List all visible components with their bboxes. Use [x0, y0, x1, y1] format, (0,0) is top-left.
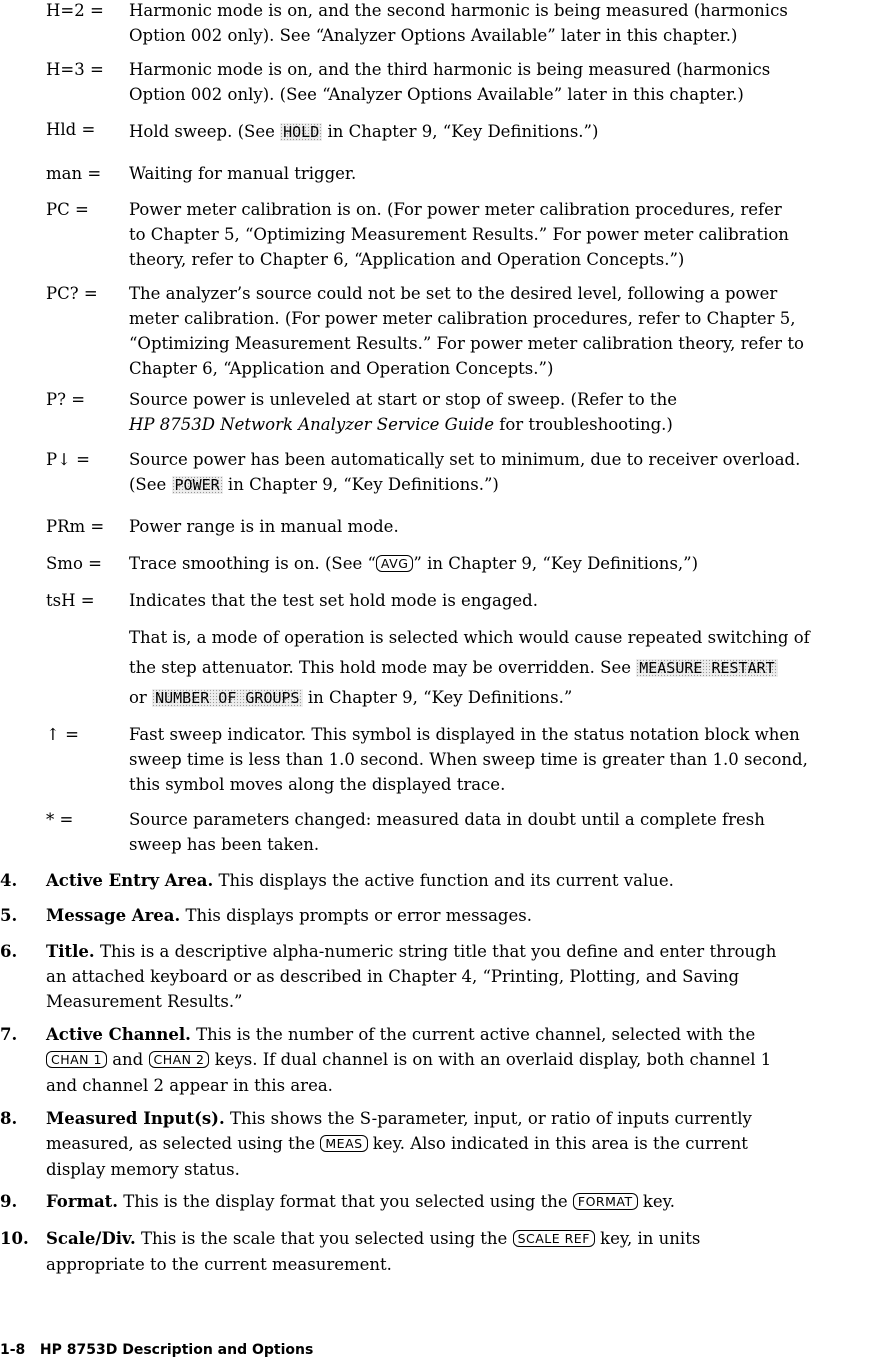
hardkey-label: AVG	[376, 555, 414, 572]
text-run: The analyzer’s source could not be set to the desired level, following a power	[129, 284, 778, 303]
text-run: for troubleshooting.)	[494, 415, 673, 434]
softkey-label: MEASURE RESTART	[636, 659, 777, 677]
text-run: That is, a mode of operation is selected which would cause repeated switching of	[129, 628, 810, 647]
text-run: This is the number of the current active channel, selected with the	[196, 1025, 756, 1044]
text-run: (See	[129, 475, 172, 494]
text-line	[129, 306, 893, 331]
item-body	[46, 868, 886, 893]
text-line	[129, 623, 893, 653]
item-number: 7.	[0, 1025, 18, 1044]
text-line	[46, 1157, 886, 1182]
text-run: Source power is unleveled at start or stop of sweep. (Refer to the	[129, 390, 677, 409]
text-line	[46, 1106, 886, 1131]
item-title: Measured Input(s).	[46, 1109, 225, 1128]
text-line	[129, 832, 893, 857]
text-line	[129, 447, 893, 472]
text-run: this symbol moves along the displayed trace.	[129, 775, 506, 794]
text-run: Source power has been automatically set to minimum, due to receiver overload.	[129, 450, 801, 469]
text-line	[129, 119, 893, 145]
def-term: * =	[46, 810, 74, 829]
text-run: the step attenuator. This hold mode may be overridden. See	[129, 658, 637, 677]
def-term: PRm =	[46, 517, 105, 536]
def-term: tsH =	[46, 591, 95, 610]
text-run: in Chapter 9, “Key Definitions.”)	[322, 122, 599, 141]
def-desc	[129, 514, 893, 539]
text-line	[129, 653, 893, 683]
text-line	[129, 772, 893, 797]
text-line	[46, 1189, 886, 1215]
text-line	[46, 1131, 886, 1157]
def-desc	[129, 551, 893, 577]
text-line	[46, 1226, 886, 1252]
softkey-label: POWER	[172, 476, 223, 494]
item-body	[46, 903, 886, 928]
text-run: This is the display format that you selected using the	[123, 1192, 573, 1211]
text-line	[129, 551, 893, 577]
item-body	[46, 1106, 886, 1182]
item-number: 6.	[0, 942, 18, 961]
text-line	[129, 747, 893, 772]
def-term: Hld =	[46, 120, 96, 139]
text-run: Indicates that the test set hold mode is engaged.	[129, 591, 538, 610]
text-run: Power meter calibration is on. (For power meter calibration procedures, refer	[129, 200, 782, 219]
text-run: key.	[637, 1192, 675, 1211]
text-line	[129, 57, 893, 82]
text-run: or	[129, 688, 153, 707]
def-desc	[129, 807, 893, 857]
def-term: P? =	[46, 390, 86, 409]
text-run: Harmonic mode is on, and the third harmonic is being measured (harmonics	[129, 60, 771, 79]
text-run: key, in units	[594, 1229, 701, 1248]
text-run: keys. If dual channel is on with an overlaid display, both channel 1	[209, 1050, 772, 1069]
text-run: key. Also indicated in this area is the current	[367, 1134, 748, 1153]
text-run: Power range is in manual mode.	[129, 517, 399, 536]
text-line	[129, 588, 893, 613]
text-run: appropriate to the current measurement.	[46, 1255, 392, 1274]
text-run: Option 002 only). See “Analyzer Options Available” later in this chapter.)	[129, 26, 738, 45]
def-desc	[129, 281, 893, 381]
item-body	[46, 1189, 886, 1215]
text-run: Waiting for manual trigger.	[129, 164, 357, 183]
text-run: This is the scale that you selected using the	[140, 1229, 513, 1248]
hardkey-label: CHAN 2	[149, 1051, 210, 1068]
text-line	[46, 989, 886, 1014]
item-title: Scale/Div.	[46, 1229, 136, 1248]
text-line	[46, 1252, 886, 1277]
item-body	[46, 939, 886, 1014]
def-desc	[129, 57, 893, 107]
text-run: in Chapter 9, “Key Definitions.”)	[222, 475, 499, 494]
item-number: 5.	[0, 906, 18, 925]
text-line	[129, 514, 893, 539]
text-line	[129, 807, 893, 832]
text-run: ” in Chapter 9, “Key Definitions,”)	[413, 554, 699, 573]
def-desc	[129, 119, 893, 145]
text-line	[129, 281, 893, 306]
text-line	[129, 161, 893, 186]
def-desc	[129, 447, 893, 498]
text-line	[46, 1047, 886, 1073]
def-desc	[129, 722, 893, 797]
text-line	[129, 356, 893, 381]
text-run: an attached keyboard or as described in Chapter 4, “Printing, Plotting, and Saving	[46, 967, 740, 986]
text-line	[129, 222, 893, 247]
hardkey-label: SCALE REF	[513, 1230, 595, 1247]
text-run: Option 002 only). (See “Analyzer Options Available” later in this chapter.)	[129, 85, 744, 104]
def-term: Smo =	[46, 554, 102, 573]
text-run: “Optimizing Measurement Results.” For power meter calibration theory, refer to	[129, 334, 804, 353]
text-run: Source parameters changed: measured data in doubt until a complete fresh	[129, 810, 765, 829]
def-continuation	[129, 623, 893, 713]
item-body	[46, 1226, 886, 1277]
text-run: Chapter 6, “Application and Operation Concepts.”)	[129, 359, 554, 378]
def-desc	[129, 161, 893, 186]
text-run: sweep has been taken.	[129, 835, 320, 854]
text-line	[46, 868, 886, 893]
item-number: 10.	[0, 1229, 29, 1248]
text-run: sweep time is less than 1.0 second. When sweep time is greater than 1.0 second,	[129, 750, 808, 769]
softkey-label: NUMBER OF GROUPS	[152, 689, 303, 707]
text-run: Fast sweep indicator. This symbol is displayed in the status notation block when	[129, 725, 800, 744]
text-run: to Chapter 5, “Optimizing Measurement Results.” For power meter calibration	[129, 225, 789, 244]
text-line	[46, 964, 886, 989]
def-desc	[129, 197, 893, 272]
text-line	[129, 0, 893, 23]
text-line	[129, 412, 893, 437]
text-run: meter calibration. (For power meter calibration procedures, refer to Chapter 5,	[129, 309, 796, 328]
text-run: This shows the S-parameter, input, or ratio of inputs currently	[229, 1109, 752, 1128]
text-line	[46, 1073, 886, 1098]
hardkey-label: CHAN 1	[46, 1051, 107, 1068]
def-term: PC? =	[46, 284, 98, 303]
text-run: and	[106, 1050, 149, 1069]
def-term: H=3 =	[46, 60, 104, 79]
text-line	[46, 903, 886, 928]
text-run: theory, refer to Chapter 6, “Application and Operation Concepts.”)	[129, 250, 685, 269]
item-title: Active Entry Area.	[46, 871, 214, 890]
hardkey-label: MEAS	[320, 1135, 367, 1152]
def-desc	[129, 0, 893, 48]
item-number: 4.	[0, 871, 18, 890]
text-run: Hold sweep. (See	[129, 122, 281, 141]
def-desc	[129, 588, 893, 613]
text-line	[46, 1022, 886, 1047]
text-run: Harmonic mode is on, and the second harmonic is being measured (harmonics	[129, 1, 788, 20]
italic-text: HP 8753D Network Analyzer Service Guide	[129, 415, 495, 434]
item-title: Active Channel.	[46, 1025, 191, 1044]
text-line	[129, 247, 893, 272]
page-number: 1-8	[0, 1342, 26, 1358]
item-number: 9.	[0, 1192, 18, 1211]
def-term: H=2 =	[46, 1, 104, 20]
def-term: PC =	[46, 200, 89, 219]
text-line	[129, 387, 893, 412]
text-line	[129, 472, 893, 498]
text-line	[46, 939, 886, 964]
text-run: This is a descriptive alpha-numeric string title that you define and enter through	[99, 942, 777, 961]
text-run: display memory status.	[46, 1160, 240, 1179]
page-footer	[0, 1338, 313, 1363]
item-title: Format.	[46, 1192, 119, 1211]
text-run: Measurement Results.”	[46, 992, 243, 1011]
item-title: Message Area.	[46, 906, 181, 925]
text-line	[129, 683, 893, 713]
text-line	[129, 722, 893, 747]
item-number: 8.	[0, 1109, 18, 1128]
softkey-label: HOLD	[280, 123, 322, 141]
item-body	[46, 1022, 886, 1098]
def-term: man =	[46, 164, 102, 183]
text-line	[129, 23, 893, 48]
text-line	[129, 197, 893, 222]
text-run: and channel 2 appear in this area.	[46, 1076, 333, 1095]
def-desc	[129, 387, 893, 437]
text-line	[129, 82, 893, 107]
section-title: HP 8753D Description and Options	[39, 1342, 314, 1358]
item-title: Title.	[46, 942, 95, 961]
text-run: in Chapter 9, “Key Definitions.”	[302, 688, 573, 707]
text-run: Trace smoothing is on. (See “	[129, 554, 376, 573]
hardkey-label: FORMAT	[573, 1193, 638, 1210]
def-term: P↓ =	[46, 450, 90, 469]
text-run: This displays prompts or error messages.	[185, 906, 532, 925]
text-run: This displays the active function and its current value.	[218, 871, 674, 890]
text-run: measured, as selected using the	[46, 1134, 321, 1153]
def-term: ↑ =	[46, 725, 79, 744]
text-line	[129, 331, 893, 356]
